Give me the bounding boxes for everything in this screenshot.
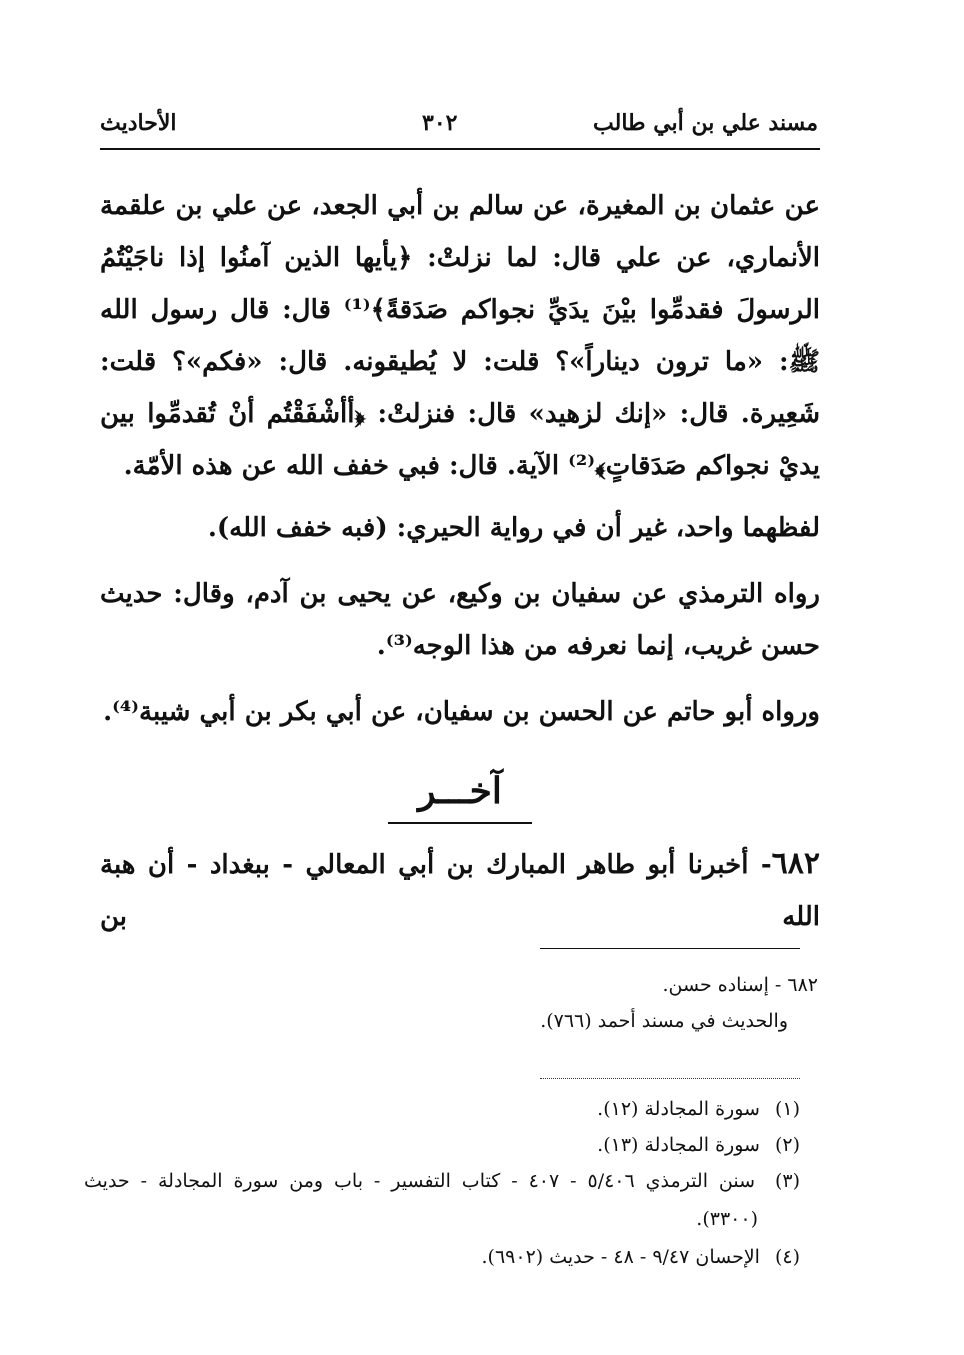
footnote-3 [84,1164,800,1198]
footnote-3-continuation: (٣٣٠٠). [696,1208,758,1230]
hadith-opening-text: - أخبرنا أبو طاهر المبارك بن أبي المعالي - ببغداد - أن هبة الله بن [100,850,820,932]
running-header-section: الأحاديث [100,110,177,136]
running-header-book-title: مسند علي بن أبي طالب [593,110,818,136]
footnote-mark: (١) [774,1098,800,1120]
footnote-2 [84,1128,800,1162]
footnote-text: سورة المجادلة (١٢). [597,1098,760,1120]
footnote-mark: (٣) [774,1170,800,1192]
footnotes-separator [540,1078,800,1079]
header-rule [100,148,820,150]
section-title-text: آخـــر [388,766,532,824]
footnote-1 [84,1092,800,1126]
paragraph-abu-hatim: ورواه أبو حاتم عن الحسن بن سفيان، عن أبي بكر بن أبي شيبة⁽⁴⁾. [103,697,820,727]
footnote-text: سنن الترمذي ٥/٤٠٦ - ٤٠٧ - كتاب التفسير - باب ومن سورة المجادلة - حديث [84,1170,756,1192]
hadith-number: ٦٨٢ [771,846,820,881]
note-musnad-ahmad: والحديث في مسند أحمد (٧٦٦). [540,1010,788,1032]
page-number: ٣٠٢ [422,110,458,136]
footnote-mark: (٢) [774,1134,800,1156]
section-title [100,766,820,824]
paragraph-hadith-text: عن عثمان بن المغيرة، عن سالم بن أبي الجعد، عن علي بن علقمة الأنماري، عن علي قال: لما نزلتْ: ﴿يأيها الذين آمنُوا إذا ناجَيْتُمُ الرسولَ فقدمِّوا بيْنَ يدَيِّ نجواكم صَدَقةً﴾⁽¹⁾ قال: قال رسول الله ﷺ: «ما ترون ديناراً»؟ قلت: لا يُطيقونه. قال: «فكم»؟ قلت: شَعِيرة. قال: «إنك لزهيد» قال: فنزلتْ: ﴿أأشْفَقْتُم أنْ تُقدمِّوا بين يديْ نجواكم صَدَقاتٍ﴾⁽²⁾ الآية. قال: فبي خفف الله عن هذه الأمّة. [100,191,820,481]
hadith-682 [100,838,820,943]
paragraph-tirmidhi: رواه الترمذي عن سفيان بن وكيع، عن يحيى بن آدم، وقال: حديث حسن غريب، إنما نعرفه من هذا الوجه⁽³⁾. [100,579,820,661]
footnote-4 [84,1240,800,1274]
note-isnad: ٦٨٢ - إسناده حسن. [662,974,818,996]
paragraph-wording-note: لفظهما واحد، غير أن في رواية الحيري: (فبه خفف الله). [207,513,820,543]
footnote-mark: (٤) [774,1246,800,1268]
footnote-text: الإحسان ٩/٤٧ - ٤٨ - حديث (٦٩٠٢). [481,1246,760,1268]
footnote-text: سورة المجادلة (١٣). [597,1134,760,1156]
notes-separator [540,948,800,949]
